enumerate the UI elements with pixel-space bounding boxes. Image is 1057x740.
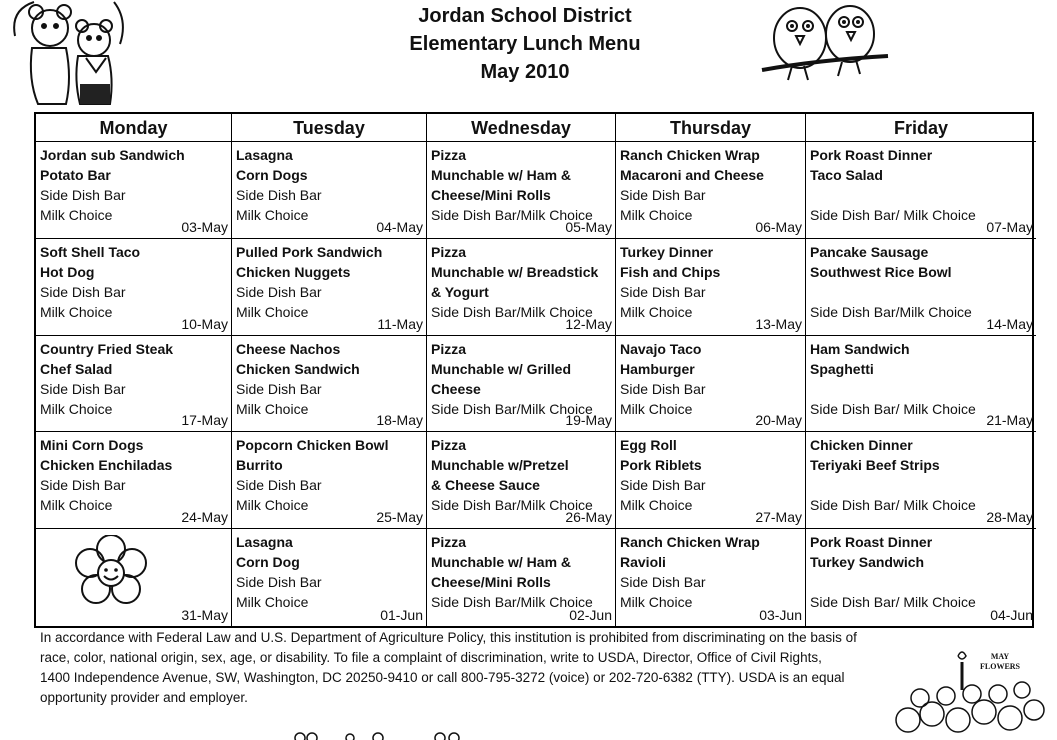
menu-item: Corn Dog [236,554,300,571]
menu-item: Chicken Nuggets [236,263,351,280]
menu-cell [36,142,232,239]
month-title: May 2010 [480,61,570,83]
menu-cell [616,142,806,239]
menu-item: Side Dish Bar [40,380,126,397]
may-flowers-line: MAY [990,652,1010,661]
menu-date: 25-May [376,509,423,526]
district-title: Jordan School District [418,5,632,27]
menu-date: 03-May [181,218,228,235]
menu-item: Milk Choice [620,594,693,611]
menu-cell [36,432,232,529]
menu-item: Side Dish Bar/Milk Choice [431,497,593,514]
footer-line: In accordance with Federal Law and U.S. Department of Agriculture Policy, this institution is prohibited from discriminating on the basis of [40,630,857,645]
menu-item: Pancake Sausage [810,243,929,260]
menu-item: Side Dish Bar [236,187,322,203]
day-header-friday: Friday [806,114,1036,142]
menu-item: Ranch Chicken Wrap [620,147,760,163]
menu-item: Fish and Chips [620,263,721,280]
menu-cell [36,529,232,626]
bottom-doodles-illustration [290,728,490,740]
menu-item: Pork Roast Dinner [810,147,933,163]
menu-item: Milk Choice [236,207,309,223]
menu-item: Milk Choice [620,303,693,320]
menu-date: 12-May [565,315,612,332]
menu-date: 20-May [755,412,802,429]
menu-cell [232,529,427,626]
menu-cell [232,432,427,529]
menu-item [810,475,1032,495]
menu-item: Side Dish Bar [40,477,126,494]
menu-date: 27-May [755,509,802,526]
day-header-tuesday: Tuesday [232,114,427,142]
menu-date: 04-Jun [990,607,1033,623]
menu-cell [232,336,427,433]
menu-date: 11-May [377,315,423,332]
menu-cell [36,336,232,433]
menu-date: 05-May [565,218,612,235]
menu-item: Turkey Sandwich [810,554,925,571]
menu-item: Soft Shell Taco [40,243,141,260]
menu-item: Popcorn Chicken Bowl [236,437,389,454]
menu-item: Lasagna [236,147,293,163]
menu-cell [806,336,1036,433]
menu-item: Ranch Chicken Wrap [620,534,760,551]
menu-item: Country Fried Steak [40,340,174,357]
menu-item: Jordan sub Sandwich [40,147,185,163]
menu-item: Navajo Taco [620,340,702,357]
menu-date: 02-Jun [569,607,612,623]
menu-item: Hamburger [620,360,695,377]
menu-item: Munchable w/ Ham & [431,554,572,571]
menu-cell [232,142,427,239]
menu-item: Potato Bar [40,167,111,183]
may-flowers-label [980,652,1020,672]
menu-item: Side Dish Bar/Milk Choice [431,303,593,320]
menu-item: Side Dish Bar [236,283,322,300]
menu-date: 06-May [755,218,802,235]
menu-item: Milk Choice [40,497,113,514]
menu-item: Ravioli [620,554,666,571]
nondiscrimination-statement [40,628,960,708]
menu-item [810,379,1032,399]
menu-item: Chicken Sandwich [236,360,360,377]
menu-title: Elementary Lunch Menu [409,33,641,55]
menu-item [810,572,1032,592]
menu-item: Milk Choice [236,497,309,514]
menu-item: Munchable w/ Breadstick [431,263,599,280]
menu-item: Cheese/Mini Rolls [431,574,551,591]
menu-item: Milk Choice [236,594,309,611]
menu-item: Side Dish Bar [620,187,706,203]
menu-item: Side Dish Bar [40,187,126,203]
menu-item: Turkey Dinner [620,243,714,260]
menu-item: Milk Choice [40,207,113,223]
menu-item: Pork Riblets [620,457,702,474]
menu-item: Egg Roll [620,437,677,454]
menu-cell [616,529,806,626]
menu-item: Chicken Enchiladas [40,457,173,474]
menu-date: 17-May [181,412,228,429]
menu-item: Side Dish Bar/ Milk Choice [810,497,976,514]
menu-item: Cheese/Mini Rolls [431,187,551,203]
menu-item: Milk Choice [620,400,693,417]
menu-cell [806,432,1036,529]
menu-cell [616,336,806,433]
menu-item: Teriyaki Beef Strips [810,457,940,474]
menu-cell [427,432,616,529]
menu-item: Side Dish Bar/ Milk Choice [810,207,976,223]
day-header-monday: Monday [36,114,232,142]
lunch-menu-calendar [34,112,1034,628]
menu-date: 13-May [755,315,802,332]
menu-item: Munchable w/ Ham & [431,167,572,183]
menu-item: Pulled Pork Sandwich [236,243,383,260]
menu-item [810,185,1032,205]
menu-date: 26-May [565,509,612,526]
menu-item: Chef Salad [40,360,113,377]
menu-item: Pizza [431,534,467,551]
menu-item: Side Dish Bar/Milk Choice [431,594,593,611]
menu-item: & Yogurt [431,283,489,300]
menu-item: Side Dish Bar [236,380,322,397]
menu-item: Milk Choice [40,400,113,417]
menu-date: 10-May [181,315,228,332]
menu-item: Side Dish Bar [236,574,322,591]
smiling-flower-icon [66,535,156,615]
menu-item: Lasagna [236,534,293,551]
menu-cell [427,529,616,626]
menu-item: Burrito [236,457,283,474]
footer-line: 1400 Independence Avenue, SW, Washington, DC 20250-9410 or call 800-795-3272 (voice) or 202-720-6382 (TTY). USDA is an equal [40,670,845,685]
day-header-thursday: Thursday [616,114,806,142]
menu-item: Chicken Dinner [810,437,913,454]
menu-item: Munchable w/ Grilled [431,360,572,377]
menu-cell [427,336,616,433]
menu-item: Side Dish Bar [40,283,126,300]
menu-date: 14-May [986,315,1033,332]
menu-cell [36,239,232,336]
menu-date: 21-May [986,412,1033,429]
menu-item: Milk Choice [620,497,693,514]
menu-item: Munchable w/Pretzel [431,457,569,474]
menu-item: Macaroni and Cheese [620,167,764,183]
menu-item: Taco Salad [810,167,883,183]
menu-item: Southwest Rice Bowl [810,263,952,280]
menu-cell [232,239,427,336]
menu-date: 18-May [376,412,423,429]
menu-item: Pork Roast Dinner [810,534,933,551]
menu-item: Milk Choice [236,303,309,320]
menu-date: 28-May [986,509,1033,526]
menu-item: Spaghetti [810,360,874,377]
menu-item: Hot Dog [40,263,95,280]
flower-basket-illustration [888,650,1048,740]
menu-item: Side Dish Bar [620,574,706,591]
menu-item: Side Dish Bar [620,380,706,397]
menu-item [810,282,1032,302]
menu-date: 04-May [376,218,423,235]
menu-item: Side Dish Bar/Milk Choice [431,400,593,417]
menu-item: & Cheese Sauce [431,477,540,494]
menu-cell [427,142,616,239]
menu-date: 24-May [181,509,228,526]
menu-item: Cheese Nachos [236,340,341,357]
menu-item: Side Dish Bar/ Milk Choice [810,594,976,611]
menu-item: Pizza [431,147,467,163]
menu-date: 19-May [565,412,612,429]
menu-cell [806,529,1036,626]
menu-item: Side Dish Bar/ Milk Choice [810,400,976,417]
menu-cell [616,432,806,529]
menu-item: Milk Choice [236,400,309,417]
menu-cell [616,239,806,336]
menu-item: Mini Corn Dogs [40,437,144,454]
menu-item: Side Dish Bar [620,283,706,300]
menu-date: 07-May [986,218,1033,235]
teddy-bears-illustration [10,0,125,112]
menu-cell [427,239,616,336]
menu-item: Corn Dogs [236,167,308,183]
birds-on-branch-illustration [758,0,893,98]
footer-line: race, color, national origin, sex, age, or disability. To file a complaint of discrimination, write to USDA, Director, Office of Civil Rights, [40,650,822,665]
menu-cell [806,142,1036,239]
menu-date: 31-May [181,607,228,623]
menu-item: Side Dish Bar/Milk Choice [431,207,593,223]
menu-item: Milk Choice [40,303,113,320]
menu-item: Milk Choice [620,207,693,223]
menu-item: Pizza [431,437,467,454]
menu-item: Pizza [431,243,467,260]
menu-item: Side Dish Bar/Milk Choice [810,303,972,320]
may-flowers-line: FLOWERS [980,662,1021,671]
menu-item: Side Dish Bar [236,477,322,494]
menu-cell [806,239,1036,336]
footer-line: opportunity provider and employer. [40,690,248,705]
menu-date: 03-Jun [759,607,802,623]
menu-item: Ham Sandwich [810,340,910,357]
menu-item: Pizza [431,340,467,357]
menu-date: 01-Jun [380,607,423,623]
menu-item: Cheese [431,380,481,397]
menu-item: Side Dish Bar [620,477,706,494]
day-header-wednesday: Wednesday [427,114,616,142]
menu-header [330,2,720,86]
